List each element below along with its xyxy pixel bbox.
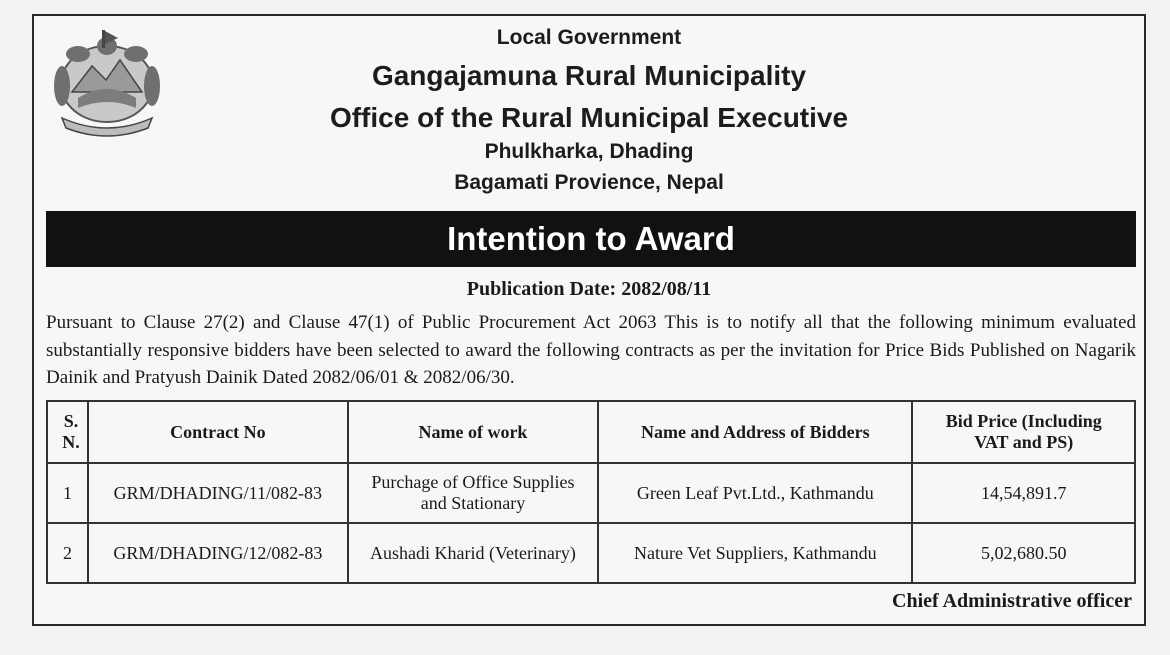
cell-name-of-work	[348, 463, 598, 523]
notice-title-banner: Intention to Award	[46, 211, 1136, 267]
header-name-of-work: Name of work	[348, 401, 598, 463]
cell-bidder: Green Leaf Pvt.Ltd., Kathmandu	[598, 463, 912, 523]
header-price-line2: VAT and PS)	[974, 432, 1074, 452]
cell-serial-number: 2	[47, 523, 88, 583]
header-sn-line2: N.	[62, 432, 80, 452]
header-office-name: Office of the Rural Municipal Executive	[329, 102, 849, 133]
table-row	[47, 523, 1135, 583]
cell-serial-number: 1	[47, 463, 88, 523]
header-contract-no: Contract No	[88, 401, 348, 463]
notice-paragraph: Pursuant to Clause 27(2) and Clause 47(1) of Public Procurement Act 2063 This is to notify all that the following minimum evaluated substantially responsive bidders have been selected to award the following contracts as per the invitation for Price Bids Published on Nagarik Dainik and Pratyush Dainik Dated 2082/06/01 & 2082/06/30.	[46, 312, 1136, 388]
header-municipality-name: Gangajamuna Rural Municipality	[371, 60, 807, 91]
header-address: Phulkharka, Dhading	[484, 140, 694, 163]
header-local-government: Local Government	[496, 26, 682, 49]
cell-contract-no: GRM/DHADING/12/082-83	[88, 523, 348, 583]
table-header-row	[47, 401, 1135, 463]
work-line1: Purchage of Office Supplies	[371, 472, 575, 492]
header-province: Bagamati Provience, Nepal	[454, 171, 724, 194]
cell-bidder: Nature Vet Suppliers, Kathmandu	[598, 523, 912, 583]
work-line2: and Stationary	[420, 493, 526, 513]
header-bidder: Name and Address of Bidders	[598, 401, 912, 463]
cell-name-of-work: Aushadi Kharid (Veterinary)	[348, 523, 598, 583]
cell-bid-price: 14,54,891.7	[912, 463, 1135, 523]
award-table	[46, 400, 1136, 584]
publication-date: Publication Date: 2082/08/11	[466, 278, 712, 300]
cell-bid-price: 5,02,680.50	[912, 523, 1135, 583]
header-serial-number	[47, 401, 88, 463]
signatory-title: Chief Administrative officer	[892, 590, 1132, 612]
notice-frame	[32, 14, 1146, 626]
header-sn-line1: S.	[63, 411, 79, 431]
header-price-line1: Bid Price (Including	[945, 411, 1102, 431]
table-row	[47, 463, 1135, 523]
header-bid-price	[912, 401, 1135, 463]
cell-contract-no: GRM/DHADING/11/082-83	[88, 463, 348, 523]
